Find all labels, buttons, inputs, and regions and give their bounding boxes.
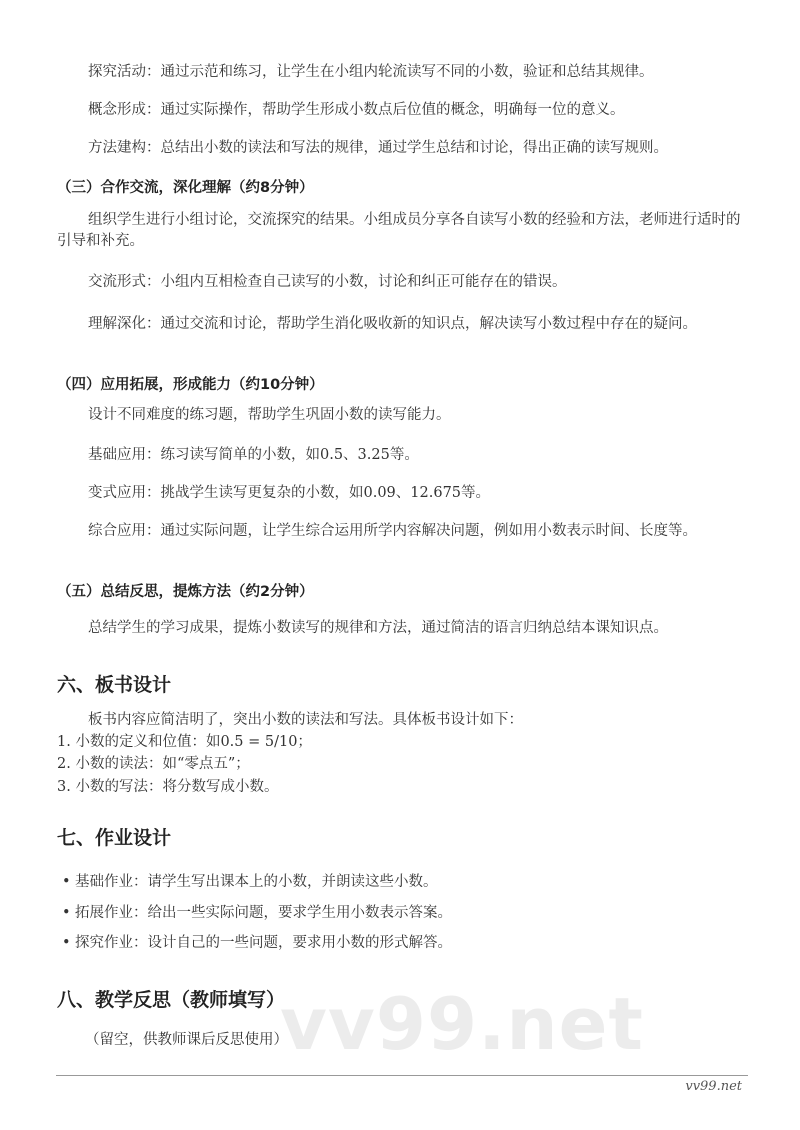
reflection-note: （留空，供教师课后反思使用）	[85, 1032, 288, 1048]
board-intro: 板书内容应简洁明了，突出小数的读法和写法。具体板书设计如下：	[88, 712, 523, 728]
watermark: vv99.net	[280, 982, 644, 1066]
paragraph-concept: 概念形成：通过实际操作，帮助学生形成小数点后位值的概念，明确每一位的意义。	[88, 102, 625, 118]
board-item: 2. 小数的读法：如“零点五”；	[57, 756, 250, 772]
section4-paragraph: 设计不同难度的练习题，帮助学生巩固小数的读写能力。	[88, 407, 451, 423]
homework-item: • 基础作业：请学生写出课本上的小数，并朗读这些小数。	[75, 872, 767, 893]
homework-item: • 探究作业：设计自己的一些问题，要求用小数的形式解答。	[75, 933, 767, 954]
homework-item: • 拓展作业：给出一些实际问题，要求学生用小数表示答案。	[75, 903, 767, 924]
section3-paragraph: 理解深化：通过交流和讨论，帮助学生消化吸收新的知识点，解决读写小数过程中存在的疑问。	[88, 316, 697, 332]
paragraph-explore: 探究活动：通过示范和练习，让学生在小组内轮流读写不同的小数，验证和总结其规律。	[88, 64, 654, 80]
board-heading: 六、板书设计	[57, 674, 172, 696]
paragraph-method: 方法建构：总结出小数的读法和写法的规律，通过学生总结和讨论，得出正确的读写规则。	[88, 140, 668, 156]
section3-paragraph: 组织学生进行小组讨论，交流探究的结果。小组成员分享各自读写小数的经验和方法，老师进行适时的引导和补充。	[57, 212, 741, 249]
section5-heading: （五）总结反思，提炼方法（约2分钟）	[57, 584, 314, 600]
section4-heading: （四）应用拓展，形成能力（约10分钟）	[57, 377, 324, 393]
board-item: 3. 小数的写法：将分数写成小数。	[57, 779, 279, 795]
section4-paragraph: 综合应用：通过实际问题，让学生综合运用所学内容解决问题，例如用小数表示时间、长度等。	[88, 523, 697, 539]
homework-heading: 七、作业设计	[57, 827, 172, 849]
footer-divider	[56, 1075, 748, 1076]
footer-site: vv99.net	[685, 1079, 742, 1094]
section3-heading: （三）合作交流，深化理解（约8分钟）	[57, 180, 314, 196]
section4-paragraph: 基础应用：练习读写简单的小数，如0.5、3.25等。	[88, 447, 419, 463]
board-item: 1. 小数的定义和位值：如0.5 = 5/10；	[57, 734, 312, 750]
section3-paragraph: 交流形式：小组内互相检查自己读写的小数，讨论和纠正可能存在的错误。	[88, 274, 567, 290]
reflection-heading: 八、教学反思（教师填写）	[57, 989, 286, 1011]
section4-paragraph: 变式应用：挑战学生读写更复杂的小数，如0.09、12.675等。	[88, 485, 491, 501]
section5-paragraph: 总结学生的学习成果，提炼小数读写的规律和方法，通过简洁的语言归纳总结本课知识点。	[88, 620, 668, 636]
